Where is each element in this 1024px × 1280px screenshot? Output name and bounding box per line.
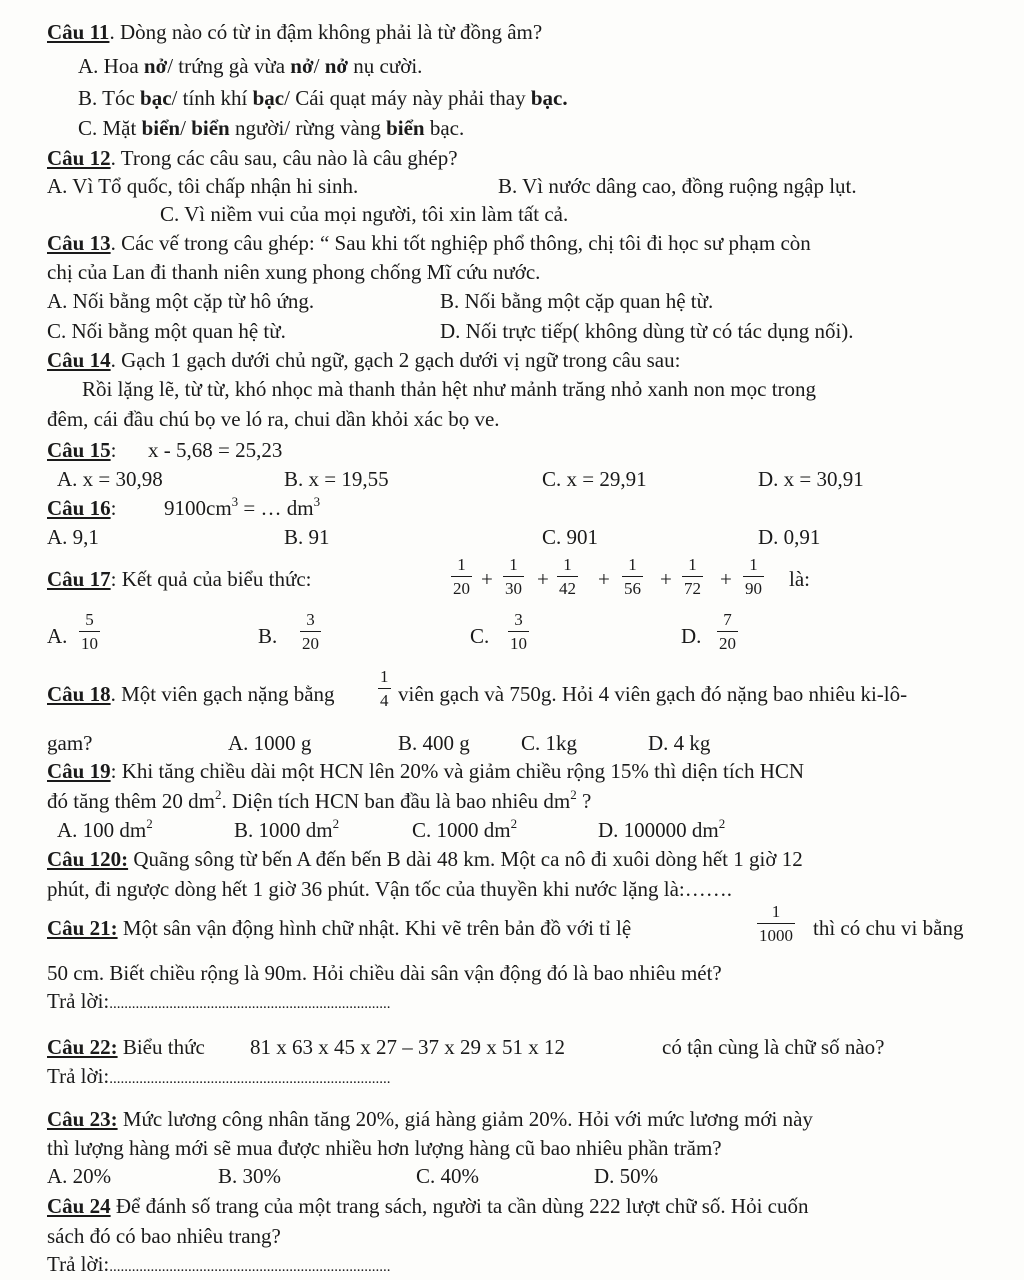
q17-option-a-letter: A.	[47, 624, 68, 648]
q23-option-b: B. 30%	[218, 1164, 281, 1188]
q24-question: Câu 24 Để đánh số trang của một trang sách, người ta cần dùng 222 lượt chữ số. Hỏi cuốn	[47, 1194, 809, 1218]
q11-label: Câu 11	[47, 20, 110, 44]
q15-option-a: A. x = 30,98	[57, 467, 163, 491]
q11-text: . Dòng nào có từ in đậm không phải là từ đồng âm?	[109, 20, 543, 44]
q18-option-b: B. 400 g	[398, 731, 470, 755]
q17-fraction-5: $\frac{1}{72}$	[684, 555, 701, 598]
q18-option-c: C. 1kg	[521, 731, 578, 755]
q18-question-rest: viên gạch và 750g. Hỏi 4 viên gạch đó nặng bao nhiêu ki-lô-	[398, 682, 908, 706]
q23-question-line2: thì lượng hàng mới sẽ mua được nhiều hơn lượng hàng cũ bao nhiêu phần trăm?	[47, 1136, 722, 1160]
q16-option-c: C. 901	[542, 525, 599, 549]
q13-option-c: C. Nối bằng một quan hệ từ.	[47, 319, 286, 343]
q19-label: Câu 19	[47, 759, 111, 783]
q20-question-line2: phút, đi ngược dòng hết 1 giờ 36 phút. Vận tốc của thuyền khi nước lặng là:…….	[47, 877, 733, 901]
q14-sentence-line2: đêm, cái đầu chú bọ ve ló ra, chui dần khỏi xác bọ ve.	[47, 407, 500, 431]
q19-question-line2: đó tăng thêm 20 $dm^2$. Diện tích HCN ban đầu là bao nhiêu $dm^2$ ?	[47, 787, 592, 813]
q21-answer-line: Trả lời:...........................................................................	[47, 989, 391, 1013]
q17-plus-4: +	[660, 567, 672, 591]
q24-label: Câu 24	[47, 1194, 111, 1218]
q16-option-d: D. 0,91	[758, 525, 821, 549]
q18-fraction: $\frac{1}{4}$	[380, 667, 389, 710]
q17-option-a-fraction: $\frac{5}{10}$	[81, 610, 98, 653]
q18-question-line2: gam?	[47, 731, 93, 755]
q23-question: Câu 23: Mức lương công nhân tăng 20%, giá hàng giảm 20%. Hỏi với mức lương mới này	[47, 1107, 813, 1131]
q11-option-a: A. Hoa nở/ trứng gà vừa nở/ nở nụ cười.	[78, 54, 423, 78]
q18-question: Câu 18. Một viên gạch nặng bằng	[47, 682, 335, 706]
q17-plus-3: +	[598, 567, 610, 591]
q15-expression: x - 5,68 = 25,23	[148, 438, 283, 462]
q13-question: Câu 13. Các vế trong câu ghép: “ Sau khi tốt nghiệp phổ thông, chị tôi đi học sư phạm còn	[47, 231, 811, 255]
q22-answer-line: Trả lời:...........................................................................	[47, 1064, 391, 1088]
q19-option-c: C. 1000 $dm^2$	[412, 816, 518, 842]
q19-option-d: D. 100000 $dm^2$	[598, 816, 726, 842]
q15-option-b: B. x = 19,55	[284, 467, 389, 491]
q17-plus-5: +	[720, 567, 732, 591]
q18-label: Câu 18	[47, 682, 111, 706]
q16-option-a: A. 9,1	[47, 525, 99, 549]
q17-question: Câu 17: Kết quả của biểu thức:	[47, 567, 312, 591]
q17-option-c-letter: C.	[470, 624, 490, 648]
q23-option-a: A. 20%	[47, 1164, 112, 1188]
q12-option-a: A. Vì Tổ quốc, tôi chấp nhận hi sinh.	[47, 174, 359, 198]
q17-fraction-2: $\frac{1}{30}$	[505, 555, 522, 598]
q21-label: Câu 21:	[47, 916, 118, 940]
q15-option-c: C. x = 29,91	[542, 467, 647, 491]
q23-option-d: D. 50%	[594, 1164, 659, 1188]
q17-plus-2: +	[537, 567, 549, 591]
q12-option-b: B. Vì nước dâng cao, đồng ruộng ngập lụt.	[498, 174, 857, 198]
q21-question-line2: 50 cm. Biết chiều rộng là 90m. Hỏi chiều dài sân vận động đó là bao nhiêu mét?	[47, 961, 722, 985]
q17-tail: là:	[789, 567, 810, 591]
q13-option-a: A. Nối bằng một cặp từ hô ứng.	[47, 289, 315, 313]
q11-option-b: B. Tóc bạc/ tính khí bạc/ Cái quạt máy này phải thay bạc.	[78, 86, 568, 110]
q16-question: Câu 16:	[47, 496, 117, 520]
q23-option-c: C. 40%	[416, 1164, 479, 1188]
q22-question-rest: có tận cùng là chữ số nào?	[662, 1035, 885, 1059]
q15-label: Câu 15	[47, 438, 111, 462]
q17-fraction-6: $\frac{1}{90}$	[745, 555, 762, 598]
q19-option-b: B. 1000 $dm^2$	[234, 816, 340, 842]
q18-option-d: D. 4 kg	[648, 731, 711, 755]
q15-option-d: D. x = 30,91	[758, 467, 864, 491]
q16-option-b: B. 91	[284, 525, 330, 549]
q13-option-b: B. Nối bằng một cặp quan hệ từ.	[440, 289, 714, 313]
q14-question: Câu 14. Gạch 1 gạch dưới chủ ngữ, gạch 2 gạch dưới vị ngữ trong câu sau:	[47, 348, 681, 372]
q17-label: Câu 17	[47, 567, 111, 591]
q13-option-d: D. Nối trực tiếp( không dùng từ có tác dụng nối).	[440, 319, 854, 343]
q21-question: Câu 21: Một sân vận động hình chữ nhật. Khi vẽ trên bản đồ với tỉ lệ	[47, 916, 632, 940]
q20-question: Câu 120: Quãng sông từ bến A đến bến B dài 48 km. Một ca nô đi xuôi dòng hết 1 giờ 12	[47, 847, 803, 871]
q16-label: Câu 16	[47, 496, 111, 520]
q22-question: Câu 22: Biểu thức	[47, 1035, 205, 1059]
q17-option-b-letter: B.	[258, 624, 278, 648]
q17-option-c-fraction: $\frac{3}{10}$	[510, 610, 527, 653]
q16-expression: $9100cm^3$ = … $dm^3$	[164, 494, 321, 520]
q14-sentence-line1: Rồi lặng lẽ, từ từ, khó nhọc mà thanh thản hệt như mảnh trăng nhỏ xanh non mọc trong	[82, 377, 817, 401]
q17-plus-1: +	[481, 567, 493, 591]
q22-expression: 81 x 63 x 45 x 27 – 37 x 29 x 51 x 12	[250, 1035, 565, 1059]
q19-option-a: A. 100 $dm^2$	[57, 816, 153, 842]
q17-option-d-fraction: $\frac{7}{20}$	[719, 610, 736, 653]
q24-question-line2: sách đó có bao nhiêu trang?	[47, 1224, 281, 1248]
q21-question-rest: thì có chu vi bằng	[813, 916, 964, 940]
q19-question: Câu 19: Khi tăng chiều dài một HCN lên 20% và giảm chiều rộng 15% thì diện tích HCN	[47, 759, 805, 783]
q14-label: Câu 14	[47, 348, 111, 372]
q20-label: Câu 120:	[47, 847, 129, 871]
q13-question-line2: chị của Lan đi thanh niên xung phong chống Mĩ cứu nước.	[47, 260, 541, 284]
q11-question	[47, 22, 542, 43]
q11-option-c: C. Mặt biển/ biển người/ rừng vàng biển bạc.	[78, 116, 465, 140]
q12-question: Câu 12. Trong các câu sau, câu nào là câu ghép?	[47, 146, 458, 170]
q23-label: Câu 23:	[47, 1107, 118, 1131]
q17-fraction-4: $\frac{1}{56}$	[624, 555, 641, 598]
q21-fraction: $\frac{1}{1000}$	[759, 902, 793, 945]
q17-option-d-letter: D.	[681, 624, 702, 648]
q17-fraction-1: $\frac{1}{20}$	[453, 555, 470, 598]
q15-question: Câu 15:	[47, 438, 117, 462]
q17-option-b-fraction: $\frac{3}{20}$	[302, 610, 319, 653]
q22-label: Câu 22:	[47, 1035, 118, 1059]
q12-label: Câu 12	[47, 146, 111, 170]
q24-answer-line: Trả lời:...........................................................................	[47, 1252, 391, 1276]
q12-option-c: C. Vì niềm vui của mọi người, tôi xin làm tất cả.	[160, 202, 569, 226]
q18-option-a: A. 1000 g	[228, 731, 312, 755]
q13-label: Câu 13	[47, 231, 111, 255]
q17-fraction-3: $\frac{1}{42}$	[559, 555, 576, 598]
